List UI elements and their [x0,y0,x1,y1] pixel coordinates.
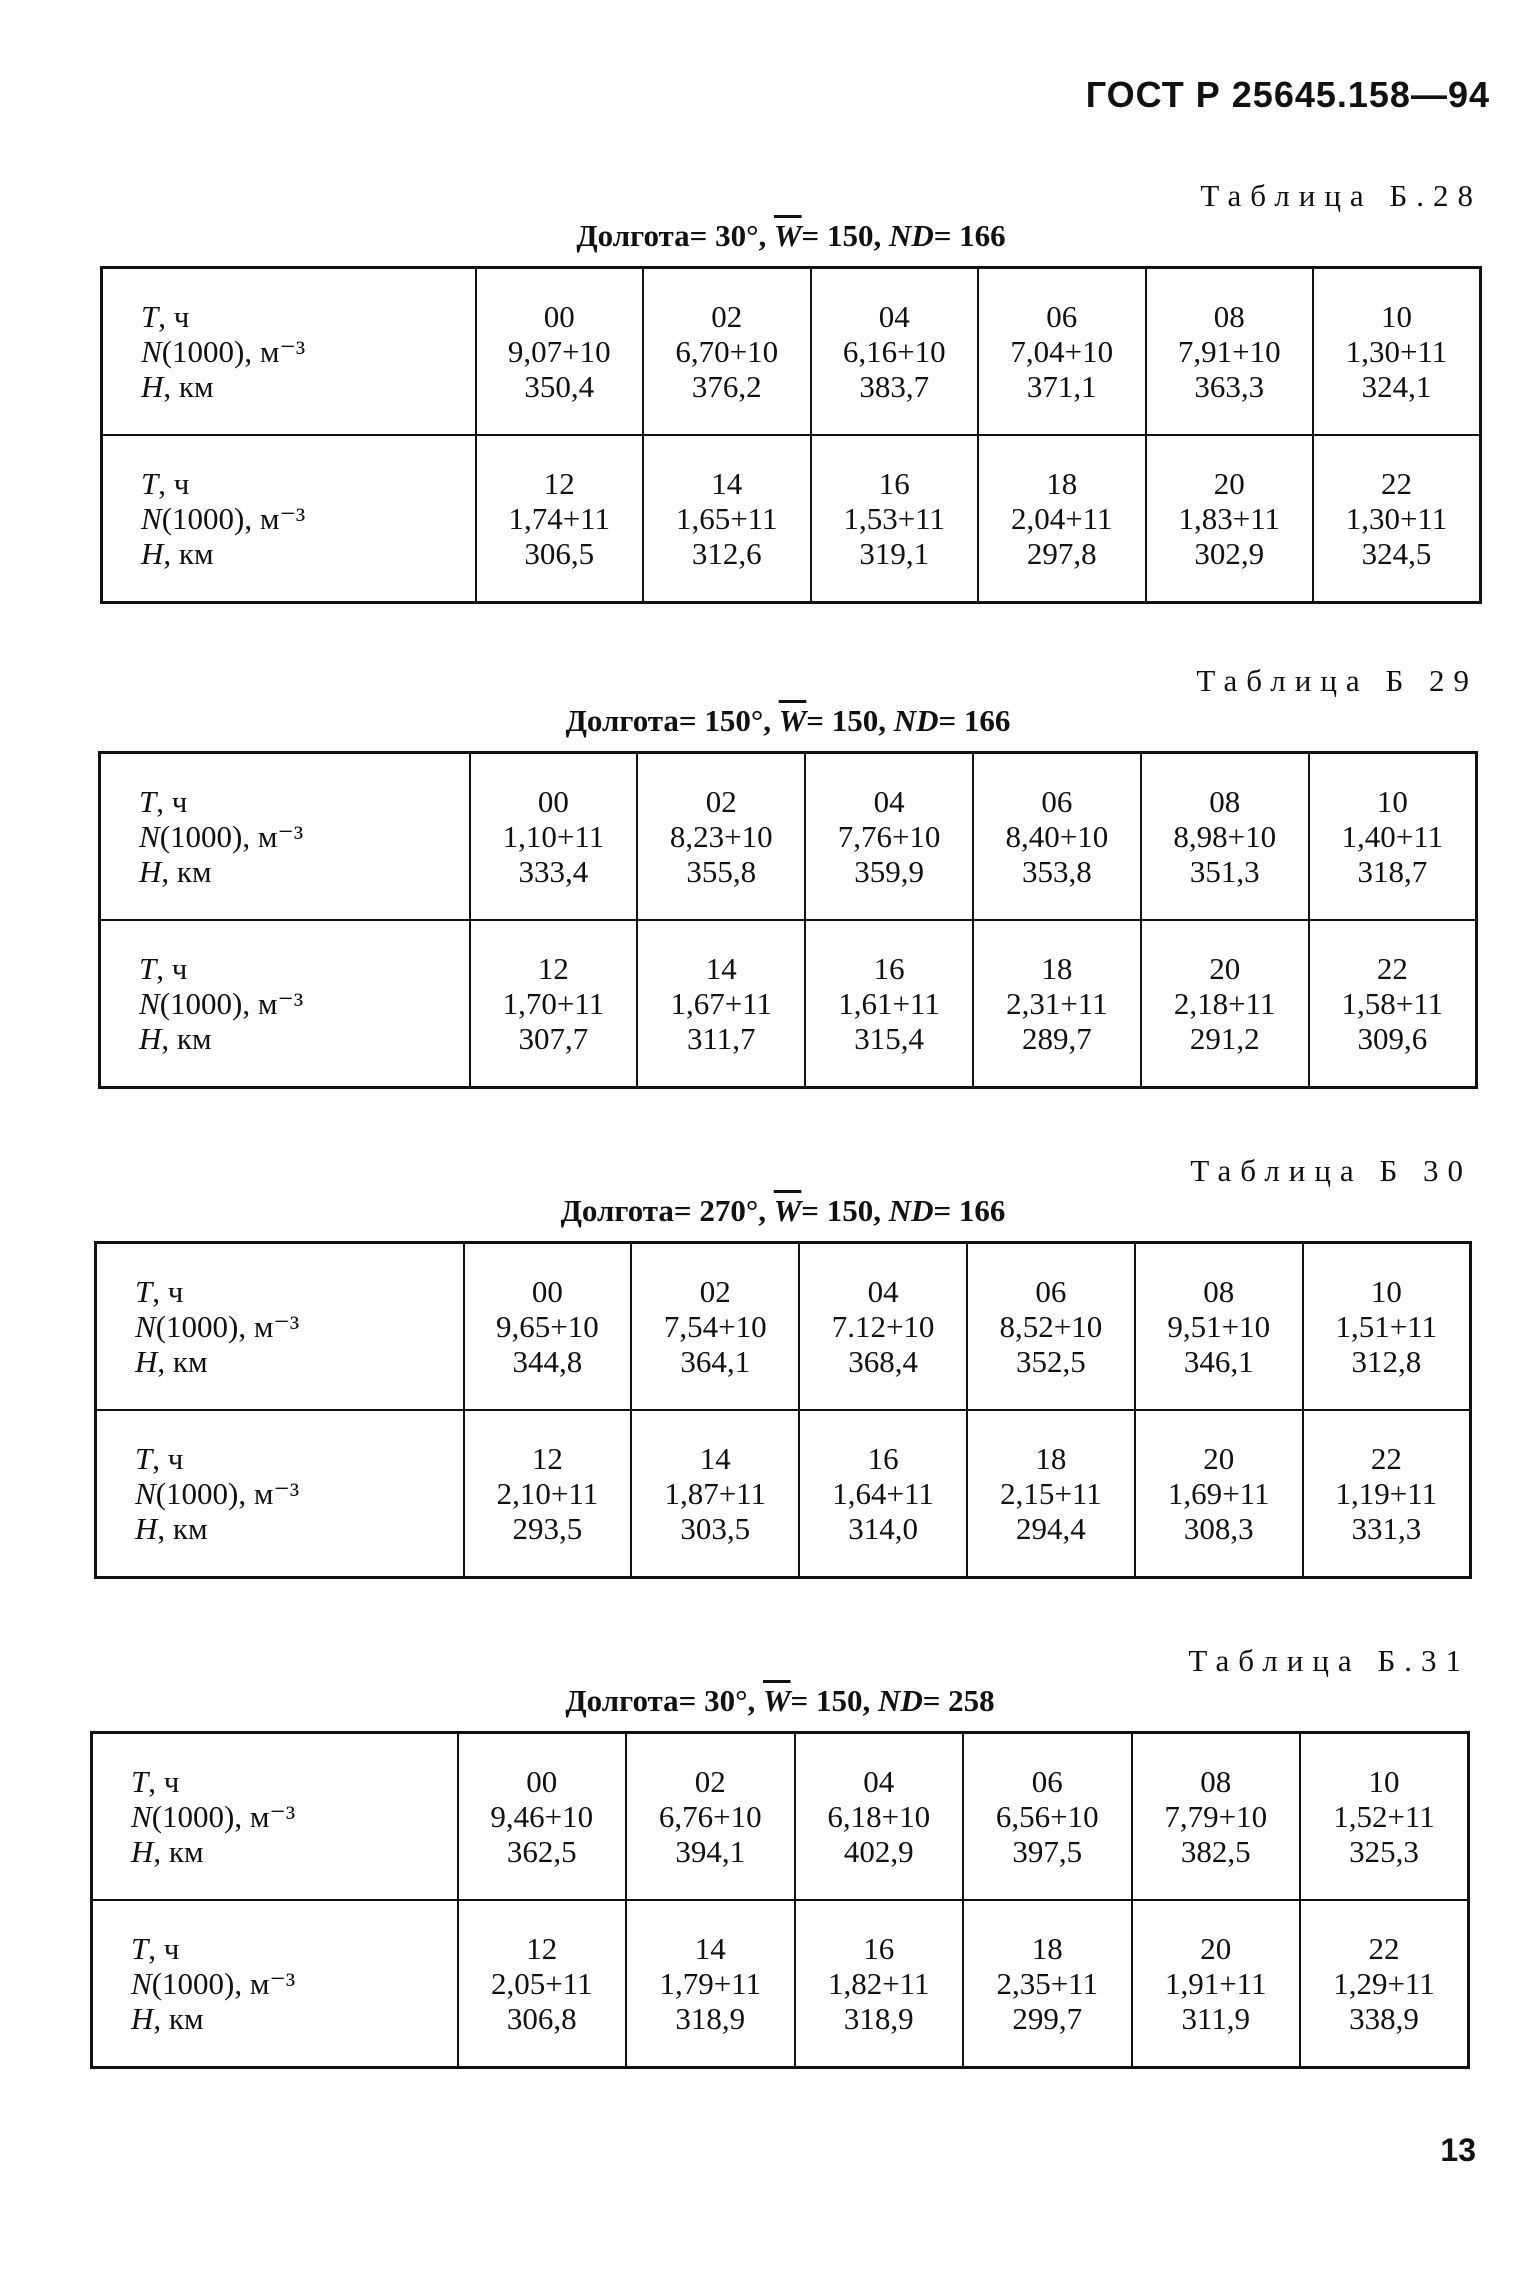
table-cell: 02 6,70+10 376,2 [643,268,811,436]
table-cell: 16 1,64+11 314,0 [799,1410,967,1578]
table-row [102,435,1481,603]
table-row [96,1410,1471,1578]
table-cell: 14 1,67+11 311,7 [637,920,805,1088]
data-table [98,751,1478,1089]
table-cell: 16 1,82+11 318,9 [795,1900,964,2068]
row-labels: T, ч N(1000), м⁻³ H, км [102,435,476,603]
table-cell: 14 1,87+11 303,5 [631,1410,799,1578]
table-cell: 16 1,53+11 319,1 [811,435,979,603]
table-block-b31 [90,1635,1470,2075]
table-cell: 12 2,10+11 293,5 [464,1410,632,1578]
row-labels: T, ч N(1000), м⁻³ H, км [100,753,470,921]
table-cell: 04 6,16+10 383,7 [811,268,979,436]
table-cell: 00 1,10+11 333,4 [470,753,638,921]
data-table [94,1241,1472,1579]
row-labels: T, ч N(1000), м⁻³ H, км [96,1410,464,1578]
row-labels: T, ч N(1000), м⁻³ H, км [92,1900,458,2068]
table-cell: 06 7,04+10 371,1 [978,268,1146,436]
table-cell: 22 1,29+11 338,9 [1300,1900,1469,2068]
table-cell: 20 1,69+11 308,3 [1135,1410,1303,1578]
table-cell: 04 6,18+10 402,9 [795,1733,964,1901]
table-cell: 00 9,07+10 350,4 [476,268,644,436]
table-cell: 00 9,46+10 362,5 [458,1733,627,1901]
table-cell: 18 2,35+11 299,7 [963,1900,1132,2068]
table-cell: 10 1,40+11 318,7 [1309,753,1477,921]
table-cell: 06 8,40+10 353,8 [973,753,1141,921]
table-cell: 06 8,52+10 352,5 [967,1243,1135,1411]
table-cell: 10 1,52+11 325,3 [1300,1733,1469,1901]
table-cell: 10 1,51+11 312,8 [1303,1243,1471,1411]
table-caption: Долгота= 30°, $\overline{W}= 150$, ND= 166 [576,218,1006,253]
table-label: Таблица Б.31 [1188,1643,1470,1678]
row-labels: T, ч N(1000), м⁻³ H, км [102,268,476,436]
table-row [102,268,1481,436]
table-cell: 02 6,76+10 394,1 [626,1733,795,1901]
table-cell: 08 8,98+10 351,3 [1141,753,1309,921]
table-cell: 08 9,51+10 346,1 [1135,1243,1303,1411]
table-cell: 04 7,76+10 359,9 [805,753,973,921]
table-cell: 04 7.12+10 368,4 [799,1243,967,1411]
table-cell: 14 1,65+11 312,6 [643,435,811,603]
table-caption: Долгота= 270°, $\overline{W}= 150$, ND= 166 [560,1193,1006,1228]
table-cell: 18 2,04+11 297,8 [978,435,1146,603]
table-cell: 20 1,83+11 302,9 [1146,435,1314,603]
table-cell: 12 2,05+11 306,8 [458,1900,627,2068]
table-caption: Долгота= 150°, $\overline{W}= 150$, ND= 166 [565,703,1011,738]
table-label: Таблица Б 30 [1190,1153,1472,1188]
table-caption: Долгота= 30°, $\overline{W}= 150$, ND= 258 [565,1683,995,1718]
table-cell: 16 1,61+11 315,4 [805,920,973,1088]
table-block-b30 [94,1145,1472,1585]
table-cell: 18 2,15+11 294,4 [967,1410,1135,1578]
table-cell: 02 7,54+10 364,1 [631,1243,799,1411]
table-cell: 00 9,65+10 344,8 [464,1243,632,1411]
table-cell: 02 8,23+10 355,8 [637,753,805,921]
data-table [90,1731,1470,2069]
table-cell: 12 1,74+11 306,5 [476,435,644,603]
page-number: 13 [1440,2132,1476,2168]
table-block-b29 [98,655,1478,1095]
table-cell: 12 1,70+11 307,7 [470,920,638,1088]
table-block-b28 [100,170,1482,610]
table-cell: 08 7,91+10 363,3 [1146,268,1314,436]
table-cell: 10 1,30+11 324,1 [1313,268,1481,436]
row-labels: T, ч N(1000), м⁻³ H, км [100,920,470,1088]
table-cell: 20 2,18+11 291,2 [1141,920,1309,1088]
table-row [92,1733,1469,1901]
table-cell: 06 6,56+10 397,5 [963,1733,1132,1901]
table-cell: 22 1,30+11 324,5 [1313,435,1481,603]
table-cell: 20 1,91+11 311,9 [1132,1900,1301,2068]
table-row [100,920,1477,1088]
table-row [96,1243,1471,1411]
table-cell: 08 7,79+10 382,5 [1132,1733,1301,1901]
table-label: Таблица Б 29 [1196,663,1478,698]
table-row [92,1900,1469,2068]
row-labels: T, ч N(1000), м⁻³ H, км [96,1243,464,1411]
document-header: ГОСТ Р 25645.158—94 [1085,74,1490,115]
table-cell: 22 1,19+11 331,3 [1303,1410,1471,1578]
table-row [100,753,1477,921]
table-cell: 22 1,58+11 309,6 [1309,920,1477,1088]
table-cell: 14 1,79+11 318,9 [626,1900,795,2068]
table-cell: 18 2,31+11 289,7 [973,920,1141,1088]
table-label: Таблица Б.28 [1200,178,1482,213]
data-table [100,266,1482,604]
row-labels: T, ч N(1000), м⁻³ H, км [92,1733,458,1901]
